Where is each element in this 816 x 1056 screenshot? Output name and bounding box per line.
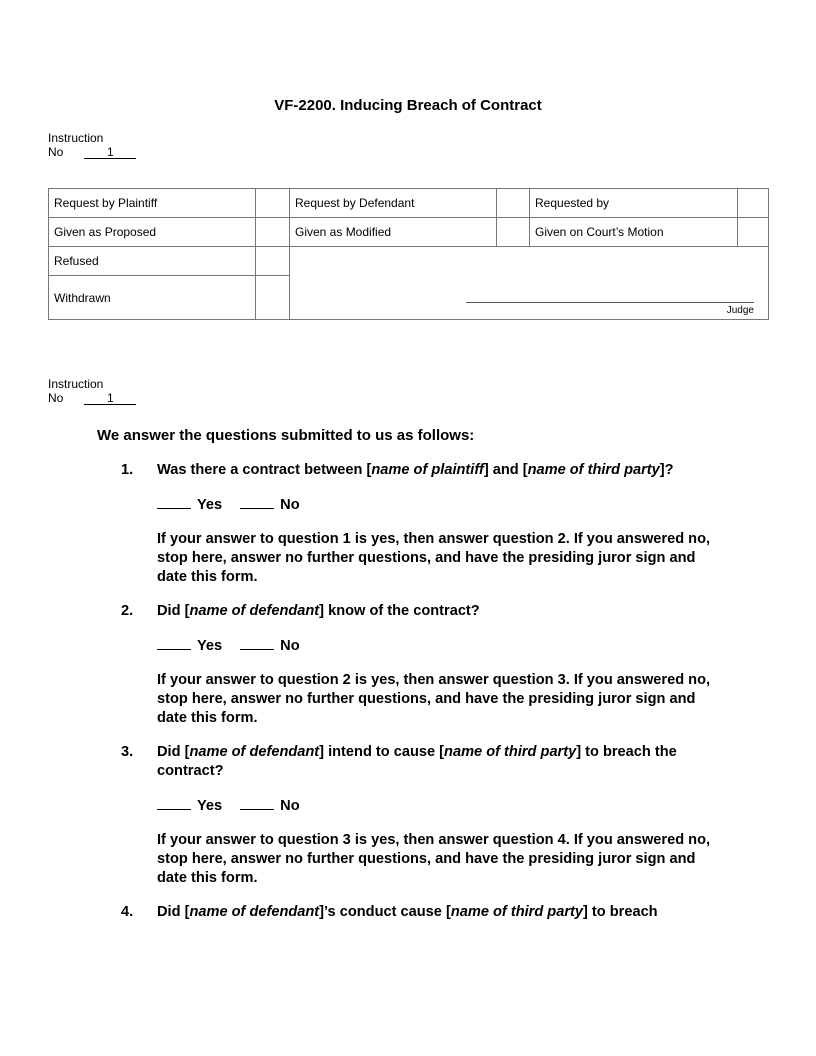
given-on-courts-motion-label: Given on Court’s Motion xyxy=(530,218,738,247)
question-text xyxy=(157,603,480,619)
yes-blank[interactable] xyxy=(157,495,191,509)
question-followup-instruction: If your answer to question 2 is yes, then answer question 3. If you answered no, stop here, answer no further questions, and have the presiding juror sign and date this form. xyxy=(157,672,711,726)
question-text-segment: Was there a contract between [ xyxy=(157,462,372,478)
instruction-label: Instruction xyxy=(48,377,104,391)
requested-by-box[interactable] xyxy=(738,189,769,218)
given-as-modified-box[interactable] xyxy=(497,218,530,247)
question-text-segment: ] know of the contract? xyxy=(319,603,480,619)
question-text-segment: ] and [ xyxy=(483,462,528,478)
request-by-plaintiff-label: Request by Plaintiff xyxy=(49,189,256,218)
question-number: 1. xyxy=(121,462,134,478)
refused-label: Refused xyxy=(49,247,256,276)
question-text xyxy=(157,462,674,478)
question-item xyxy=(121,602,721,728)
question-text-segment: Did [ xyxy=(157,603,190,619)
question-number: 4. xyxy=(121,904,134,920)
given-on-courts-motion-box[interactable] xyxy=(738,218,769,247)
request-by-defendant-label: Request by Defendant xyxy=(290,189,497,218)
judge-label: Judge xyxy=(726,305,754,316)
question-text-segment: Did [ xyxy=(157,744,190,760)
question-list xyxy=(121,461,721,937)
question-placeholder: name of defendant xyxy=(189,904,320,920)
yes-label: Yes xyxy=(197,798,223,814)
question-text xyxy=(157,904,658,920)
question-text-segment: Did [ xyxy=(157,904,190,920)
request-table xyxy=(48,188,769,320)
withdrawn-box[interactable] xyxy=(256,276,290,320)
question-text-segment: ] to breach xyxy=(583,904,658,920)
question-item xyxy=(121,903,721,922)
instruction-number[interactable]: 1 xyxy=(84,392,136,405)
question-text-segment: ] intend to cause [ xyxy=(319,744,445,760)
question-placeholder: name of plaintiff xyxy=(371,462,484,478)
yes-no-answer xyxy=(157,636,721,656)
question-placeholder: name of defendant xyxy=(189,603,320,619)
no-label: No xyxy=(280,798,300,814)
instruction-no-label: No xyxy=(48,145,64,159)
question-number: 2. xyxy=(121,603,134,619)
no-blank[interactable] xyxy=(240,495,274,509)
yes-blank[interactable] xyxy=(157,796,191,810)
given-as-proposed-box[interactable] xyxy=(256,218,290,247)
judge-signature-area[interactable] xyxy=(290,247,769,320)
instruction-label: Instruction xyxy=(48,131,104,145)
question-placeholder: name of third party xyxy=(450,904,583,920)
question-item xyxy=(121,461,721,587)
question-number: 3. xyxy=(121,744,134,760)
yes-label: Yes xyxy=(197,638,223,654)
judge-signature-line xyxy=(466,302,754,303)
instruction-number-block xyxy=(48,131,136,159)
no-label: No xyxy=(280,638,300,654)
yes-no-answer xyxy=(157,796,721,816)
question-followup-instruction: If your answer to question 3 is yes, then answer question 4. If you answered no, stop here, answer no further questions, and have the presiding juror sign and date this form. xyxy=(157,832,711,886)
no-blank[interactable] xyxy=(240,796,274,810)
given-as-modified-label: Given as Modified xyxy=(290,218,497,247)
question-placeholder: name of third party xyxy=(527,462,660,478)
yes-blank[interactable] xyxy=(157,636,191,650)
question-text-segment: ] to breach the contract? xyxy=(157,744,677,779)
instruction-number[interactable]: 1 xyxy=(84,146,136,159)
question-placeholder: name of defendant xyxy=(189,744,320,760)
form-title: VF-2200. Inducing Breach of Contract xyxy=(274,97,542,114)
given-as-proposed-label: Given as Proposed xyxy=(49,218,256,247)
question-placeholder: name of third party xyxy=(444,744,577,760)
question-text-segment: ]’s conduct cause [ xyxy=(319,904,451,920)
requested-by-label: Requested by xyxy=(530,189,738,218)
question-text xyxy=(157,744,677,779)
instruction-number-block-2 xyxy=(48,377,136,405)
yes-label: Yes xyxy=(197,497,223,513)
no-label: No xyxy=(280,497,300,513)
yes-no-answer xyxy=(157,495,721,515)
verdict-lead-text: We answer the questions submitted to us as follows: xyxy=(97,427,475,444)
question-text-segment: ]? xyxy=(659,462,674,478)
request-by-defendant-box[interactable] xyxy=(497,189,530,218)
refused-box[interactable] xyxy=(256,247,290,276)
question-item xyxy=(121,743,721,888)
request-by-plaintiff-box[interactable] xyxy=(256,189,290,218)
question-followup-instruction: If your answer to question 1 is yes, then answer question 2. If you answered no, stop here, answer no further questions, and have the presiding juror sign and date this form. xyxy=(157,531,711,585)
no-blank[interactable] xyxy=(240,636,274,650)
instruction-no-label: No xyxy=(48,391,64,405)
withdrawn-label: Withdrawn xyxy=(49,276,256,320)
